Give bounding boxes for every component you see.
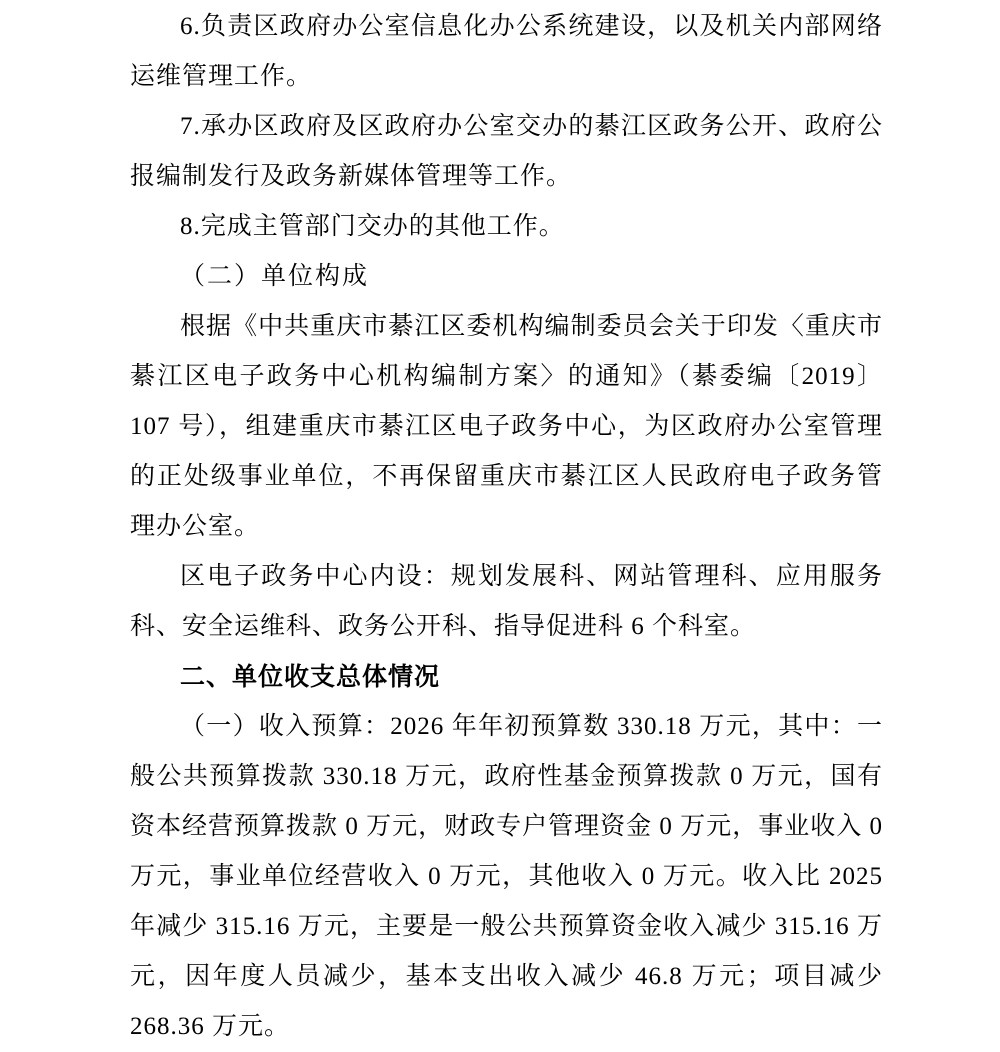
paragraph-duty-6: 6.负责区政府办公室信息化办公系统建设，以及机关内部网络运维管理工作。: [130, 13, 883, 90]
heading-section-two-budget-overview: 二、单位收支总体情况: [180, 663, 441, 691]
paragraph-establishment-basis: 根据《中共重庆市綦江区委机构编制委员会关于印发〈重庆市綦江区电子政务中心机构编制方案〉的通知》（綦委编〔2019〕107 号），组建重庆市綦江区电子政务中心，为区政府办公室管理的正处级事业单位，不再保留重庆市綦江区人民政府电子政务管理办公室。: [130, 313, 883, 540]
document-body: [130, 2, 883, 1052]
paragraph-duty-8: 8.完成主管部门交办的其他工作。: [180, 213, 565, 240]
paragraph-internal-departments: 区电子政务中心内设：规划发展科、网站管理科、应用服务科、安全运维科、政务公开科、指导促进科 6 个科室。: [130, 563, 883, 640]
paragraph-income-budget: （一）收入预算：2026 年年初预算数 330.18 万元，其中：一般公共预算拨款 330.18 万元，政府性基金预算拨款 0 万元，国有资本经营预算拨款 0 万元，财政专户管理资金 0 万元，事业收入 0 万元，事业单位经营收入 0 万元，其他收入 0 万元。收入比 2025 年减少 315.16 万元，主要是一般公共预算资金收入减少 315.16 万元，因年度人员减少，基本支出收入减少 46.8 万元；项目减少 268.36 万元。: [130, 713, 883, 1040]
paragraph-duty-7: 7.承办区政府及区政府办公室交办的綦江区政务公开、政府公报编制发行及政务新媒体管理等工作。: [130, 113, 883, 190]
subheading-unit-composition: （二）单位构成: [180, 263, 370, 290]
